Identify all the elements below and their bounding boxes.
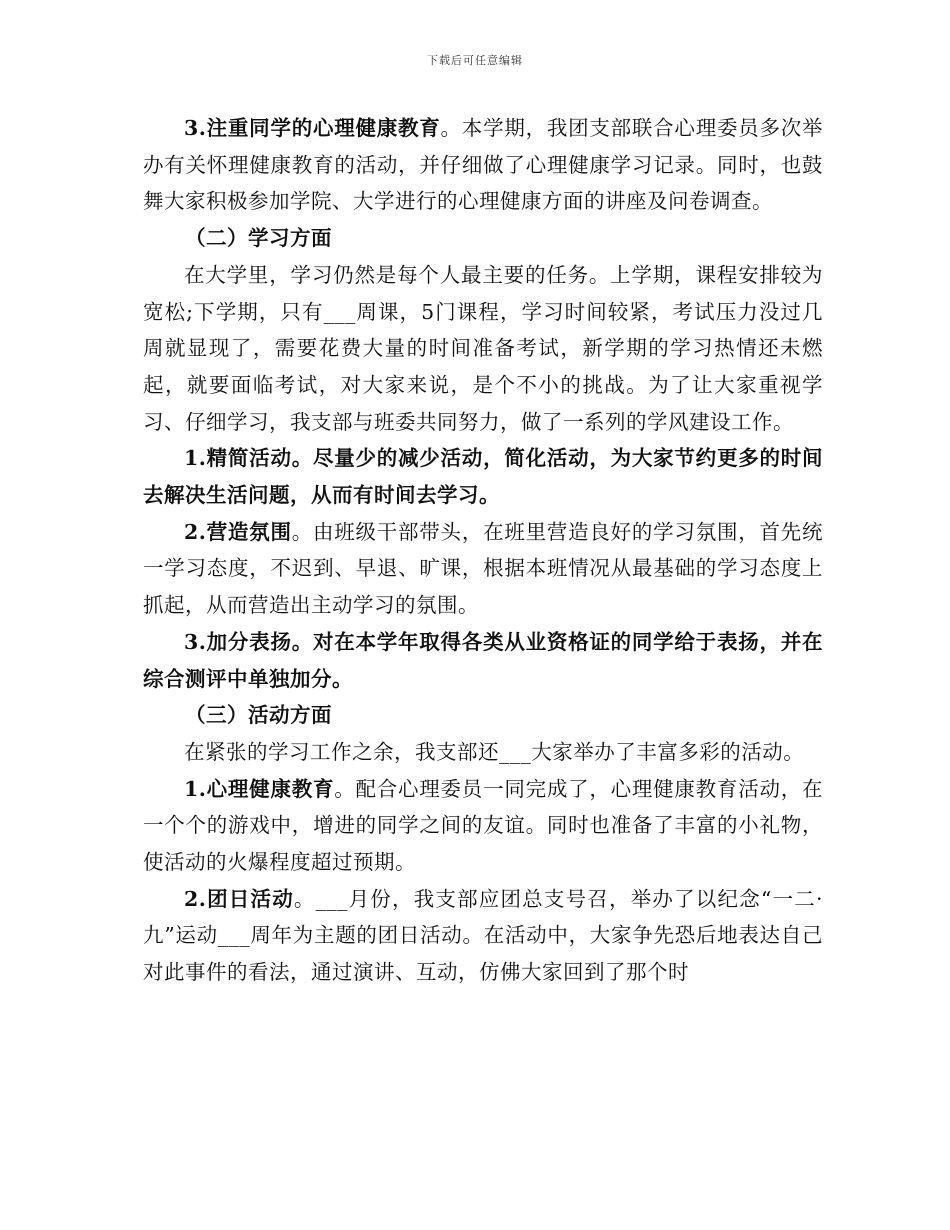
- paragraph-lead: 1.心理健康教育: [184, 776, 335, 801]
- paragraph-simplify-activities: [143, 440, 823, 513]
- paragraph-text: 1.精简活动。尽量少的减少活动，简化活动，为大家节约更多的时间去解决生活问题，从而有时间去学习。: [143, 446, 823, 508]
- paragraph-lead: 2.营造氛围: [184, 519, 292, 544]
- paragraph-mental-health: [143, 110, 823, 220]
- paragraph-league-day: [143, 881, 823, 991]
- paragraph-text: 在紧张的学习工作之余，我支部还___大家举办了丰富多彩的活动。: [184, 739, 805, 764]
- paragraph-atmosphere: [143, 514, 823, 624]
- paragraph-text: 。本学期，我团支部联合心理委员多次举办有关怀理健康教育的活动，并仔细做了心理健康学习记录。同时，也鼓舞大家积极参加学院、大学进行的心理健康方面的讲座及问卷调查。: [143, 116, 823, 214]
- paragraph-text: 3.加分表扬。对在本学年取得各类从业资格证的同学给于表扬，并在综合测评中单独加分。: [143, 629, 823, 691]
- page-header: 下载后可任意编辑: [427, 54, 523, 67]
- paragraph-mental-health-activity: [143, 771, 823, 881]
- paragraph-study-intro: [143, 257, 823, 441]
- section-heading-activities: （三）活动方面: [185, 703, 332, 728]
- paragraph-lead: 3.注重同学的心理健康教育: [184, 116, 441, 140]
- paragraph-text: 。配合心理委员一同完成了，心理健康教育活动，在一个个的游戏中，增进的同学之间的友谊。同时也准备了丰富的小礼物，使活动的火爆程度超过预期。: [143, 776, 823, 875]
- paragraph-text: 。___月份，我支部应团总支号召，举办了以纪念“一二·九”运动___周年为主题的团日活动。在活动中，大家争先恐后地表达自己对此事件的看法，通过演讲、互动，仿佛大家回到了那个时: [143, 886, 824, 985]
- paragraph-activities-intro: [143, 734, 823, 771]
- paragraph-bonus-praise: [143, 624, 823, 697]
- paragraph-text: 。由班级干部带头，在班里营造良好的学习氛围，首先统一学习态度，不迟到、早退、旷课，根据本班情况从最基础的学习态度上抓起，从而营造出主动学习的氛围。: [143, 519, 824, 618]
- paragraph-text: 在大学里，学习仍然是每个人最主要的任务。上学期，课程安排较为宽松;下学期，只有___周课，5门课程，学习时间较紧，考试压力没过几周就显现了，需要花费大量的时间准备考试，新学期的学习热情还未燃起，就要面临考试，对大家来说，是个不小的挑战。为了让大家重视学习、仔细学习，我支部与班委共同努力，做了一系列的学风建设工作。: [143, 262, 823, 434]
- section-heading-study: （二）学习方面: [185, 226, 332, 251]
- paragraph-lead: 2.团日活动: [184, 886, 294, 911]
- document-body: [143, 110, 823, 991]
